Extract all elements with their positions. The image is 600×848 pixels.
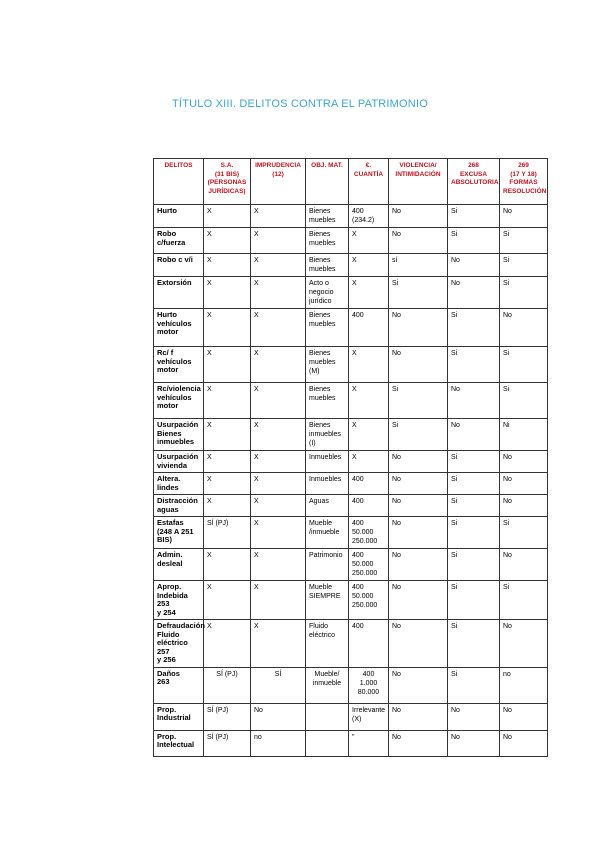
table-cell: No [500,703,548,730]
table-cell: No [389,228,448,254]
table-cell: X [204,254,251,277]
table-cell: No [389,581,448,620]
table-cell: no [251,730,306,756]
table-cell: X [251,473,306,495]
table-cell: No [448,703,500,730]
table-cell [306,730,349,756]
table-cell: No [500,473,548,495]
table-row [154,228,548,254]
table-cell: X [251,228,306,254]
table-cell: Inmuebles [306,451,349,473]
table-cell: Bienes muebles [306,228,349,254]
table-cell: X [349,277,389,309]
table-cell: No [389,309,448,347]
delito-name: Defraudación Fluido eléctrico 257 y 256 [154,620,204,668]
table-cell: X [349,419,389,451]
delito-name: Prop. Intelectual [154,730,204,756]
table-cell: X [349,347,389,383]
delitos-table [153,158,548,757]
table-cell: X [251,419,306,451]
table-cell: X [349,383,389,419]
table-cell: 400 [349,495,389,517]
table-cell: X [204,205,251,228]
table-cell: SÍ (PJ) [204,517,251,549]
table-cell: Si [448,451,500,473]
table-cell: No [448,277,500,309]
table-cell: Mueble /inmueble [306,517,349,549]
table-cell: no [500,667,548,703]
table-cell: No [500,495,548,517]
delito-name: Admin. desleal [154,549,204,581]
table-cell: No [389,730,448,756]
table-cell: No [389,451,448,473]
table-cell: X [251,347,306,383]
table-cell: Mueble SIEMPRE [306,581,349,620]
table-row [154,549,548,581]
table-cell: X [251,495,306,517]
table-row [154,309,548,347]
header-delitos: DELITOS [154,159,204,205]
table-cell: X [251,549,306,581]
table-cell: Si [448,473,500,495]
delito-name: Daños 263 [154,667,204,703]
delito-name: Robo c/fuerza [154,228,204,254]
table-cell: No [500,205,548,228]
delito-name: Usurpación vivienda [154,451,204,473]
table-cell: X [204,347,251,383]
table-cell: X [251,309,306,347]
table-cell: No [389,620,448,668]
header-sa: S.A. (31 BIS) (PERSONAS JURÍDICAS) [204,159,251,205]
table-row [154,495,548,517]
table-cell: Fluido eléctrico [306,620,349,668]
delito-name: Hurto [154,205,204,228]
delito-name: Usurpación Bienes inmuebles [154,419,204,451]
table-cell: No [500,309,548,347]
table-row [154,254,548,277]
table-cell: Si [448,228,500,254]
table-cell: No [448,383,500,419]
table-cell: Si [500,277,548,309]
table-cell: No [448,730,500,756]
table-cell: No [389,495,448,517]
table-cell: X [204,277,251,309]
table-cell: X [251,254,306,277]
table-cell: X [204,419,251,451]
delito-name: Aprop. Indebida 253 y 254 [154,581,204,620]
table-cell: X [251,620,306,668]
table-cell: Si [448,309,500,347]
table-cell: X [204,620,251,668]
table-cell: X [204,549,251,581]
table-header-row [154,159,548,205]
table-cell: Bienes muebles [306,309,349,347]
table-cell: Patrimonio [306,549,349,581]
table-cell: No [500,620,548,668]
table-cell: No [389,205,448,228]
table-cell: X [204,451,251,473]
table-cell: 400 (234.2) [349,205,389,228]
table-cell: Si [500,581,548,620]
header-imprudencia: IMPRUDENCIA (12) [251,159,306,205]
table-cell: Mueble/ inmueble [306,667,349,703]
table-cell: SÍ (PJ) [204,667,251,703]
table-cell: Si [389,277,448,309]
header-obj-mat: OBJ. MAT. [306,159,349,205]
table-cell: sí [389,254,448,277]
table-cell: Si [500,347,548,383]
table-cell: Irrelevante (X) [349,703,389,730]
table-cell: X [251,277,306,309]
table-row [154,473,548,495]
table-cell: SÍ (PJ) [204,730,251,756]
table-row [154,581,548,620]
table-cell: Si [448,667,500,703]
table-row [154,703,548,730]
table-cell: Si [448,495,500,517]
table-cell: 400 50.000 250.000 [349,517,389,549]
delito-name: Robo c v/i [154,254,204,277]
table-cell: Si [448,581,500,620]
table-cell: Inmuebles [306,473,349,495]
table-cell: Si [389,419,448,451]
table-cell: Si [448,205,500,228]
table-row [154,517,548,549]
table-cell: No [389,473,448,495]
table-cell: 400 [349,309,389,347]
table-cell: No [500,549,548,581]
table-cell: Si [448,347,500,383]
table-cell: X [251,205,306,228]
table-cell: Ni [500,419,548,451]
table-cell: No [448,419,500,451]
table-cell: No [500,730,548,756]
table-cell: No [389,517,448,549]
table-cell: X [251,581,306,620]
table-row [154,667,548,703]
table-cell: SÍ [251,667,306,703]
table-cell: X [251,451,306,473]
delito-name: Prop. Industrial [154,703,204,730]
delito-name: Extorsión [154,277,204,309]
header-formas: 269 (17 Y 18) FORMAS RESOLUCIÓN [500,159,548,205]
table-cell: " [349,730,389,756]
table-cell: X [251,517,306,549]
table-row [154,620,548,668]
table-cell: X [204,473,251,495]
table-row [154,205,548,228]
table-cell: X [204,495,251,517]
table-cell: Bienes muebles [306,254,349,277]
table-row [154,451,548,473]
table-cell: 400 50.000 250.000 [349,581,389,620]
table-cell: X [349,254,389,277]
table-cell: Acto o negocio jurídico [306,277,349,309]
table-row [154,419,548,451]
table-cell: No [389,667,448,703]
table-cell: No [448,254,500,277]
header-violencia: VIOLENCIA/ INTIMIDACIÓN [389,159,448,205]
table-cell: No [500,451,548,473]
table-cell: Si [448,620,500,668]
table-cell: Bienes inmuebles (I) [306,419,349,451]
table-cell: X [204,383,251,419]
table-cell: X [204,309,251,347]
table-cell: Si [500,228,548,254]
table-cell: Bienes muebles (M) [306,347,349,383]
table-cell: No [389,703,448,730]
table-cell: Si [448,517,500,549]
table-cell: Si [500,383,548,419]
table-cell: X [349,451,389,473]
delito-name: Hurto vehículos motor [154,309,204,347]
table-cell: X [204,581,251,620]
table-cell: No [251,703,306,730]
delito-name: Rc/violencia vehículos motor [154,383,204,419]
table-cell: Si [389,383,448,419]
delito-name: Altera. lindes [154,473,204,495]
delito-name: Rc/ f vehículos motor [154,347,204,383]
table-cell: 400 1.000 80.000 [349,667,389,703]
table-cell: Si [500,517,548,549]
table-cell: X [349,228,389,254]
delito-name: Estafas (248 A 251 BIS) [154,517,204,549]
header-excusa: 268 EXCUSA ABSOLUTORIA [448,159,500,205]
table-cell: 400 [349,620,389,668]
table-cell: No [389,549,448,581]
table-cell: 400 50.000 250.000 [349,549,389,581]
table-cell: Si [500,254,548,277]
table-cell: No [389,347,448,383]
table-row [154,277,548,309]
table-row [154,347,548,383]
table-row [154,730,548,756]
table-cell: X [251,383,306,419]
page-title: TÍTULO XIII. DELITOS CONTRA EL PATRIMONIO [172,98,428,110]
table-cell: Aguas [306,495,349,517]
table-cell: Bienes muebles [306,205,349,228]
table-cell: SÍ (PJ) [204,703,251,730]
table-row [154,383,548,419]
table-cell: Bienes muebles [306,383,349,419]
header-cuantia: €. CUANTÍA [349,159,389,205]
delito-name: Distracción aguas [154,495,204,517]
table-cell [306,703,349,730]
table-cell: 400 [349,473,389,495]
table-cell: Si [448,549,500,581]
table-cell: X [204,228,251,254]
